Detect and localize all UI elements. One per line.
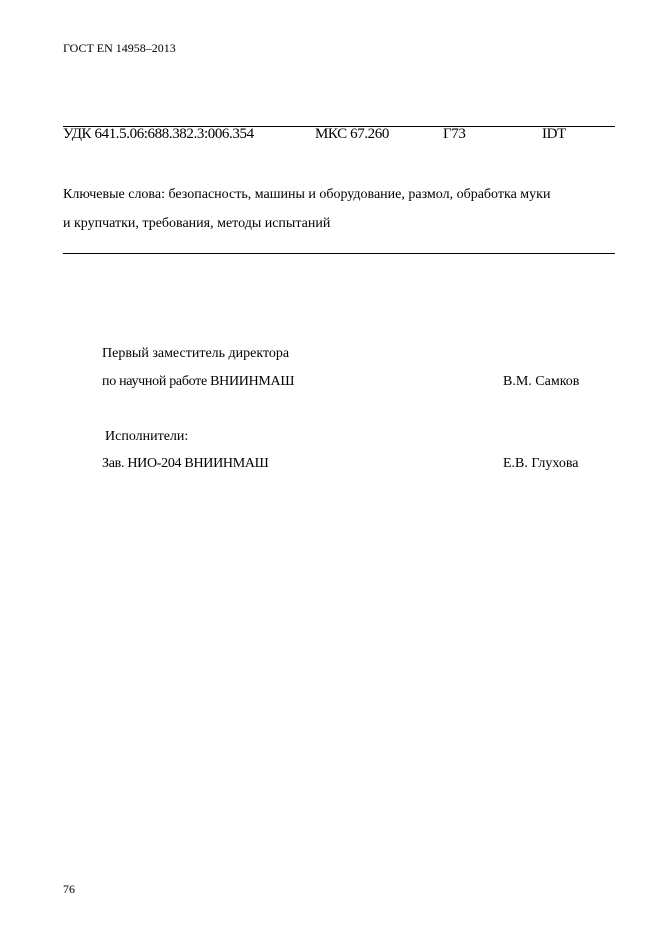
degree-code: IDT bbox=[542, 126, 566, 142]
bottom-divider bbox=[63, 253, 615, 254]
page-number: 76 bbox=[63, 882, 75, 896]
signatory-1-title: Первый заместитель директора bbox=[102, 346, 290, 361]
mks-code: МКС 67.260 bbox=[315, 126, 389, 142]
group-code: Г73 bbox=[443, 126, 466, 142]
signatory-1-name: В.М. Самков bbox=[503, 374, 580, 389]
document-header: ГОСТ EN 14958–2013 bbox=[63, 41, 176, 55]
signatory-2-org: Зав. НИО-204 ВНИИНМАШ bbox=[102, 456, 269, 471]
signatory-2-title: Исполнители: bbox=[105, 429, 189, 444]
keywords-line-1: Ключевые слова: безопасность, машины и оборудование, размол, обработка муки bbox=[63, 187, 551, 202]
signatory-1-org: по научной работе ВНИИНМАШ bbox=[102, 374, 295, 389]
keywords-line-2: и крупчатки, требования, методы испытаний bbox=[63, 216, 331, 231]
keywords-block bbox=[63, 180, 617, 238]
signatory-2-name: Е.В. Глухова bbox=[503, 456, 579, 471]
udk-code: УДК 641.5.06:688.382.3:006.354 bbox=[63, 126, 254, 142]
